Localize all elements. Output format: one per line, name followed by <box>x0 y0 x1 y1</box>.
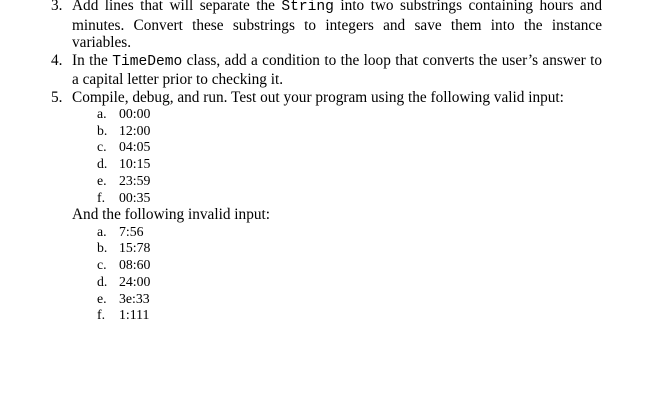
sub-letter: a. <box>97 106 107 121</box>
item-number: 5. <box>51 88 63 106</box>
sub-value: 1:111 <box>119 307 150 323</box>
valid-input-list <box>0 106 652 206</box>
invalid-input-c <box>0 257 652 274</box>
code-timedemo: TimeDemo <box>112 53 183 70</box>
sub-value: 7:56 <box>119 223 144 239</box>
sub-letter: e. <box>97 172 107 188</box>
valid-input-a <box>0 106 652 123</box>
item-number: 4. <box>51 51 63 69</box>
valid-input-b <box>0 123 652 140</box>
valid-input-c <box>0 139 652 156</box>
sub-value: 12:00 <box>119 122 151 138</box>
list-item-5 <box>0 89 602 107</box>
code-string: String <box>281 0 334 15</box>
item-text <box>72 52 602 89</box>
sub-letter: f. <box>97 307 106 323</box>
sub-value: 08:60 <box>119 257 151 273</box>
item-text: Compile, debug, and run. Test out your program using the following valid input: <box>72 88 564 106</box>
valid-input-e <box>0 173 652 190</box>
sub-value: 15:78 <box>119 240 151 256</box>
sub-letter: f. <box>97 189 106 205</box>
sub-value: 04:05 <box>119 139 151 155</box>
invalid-input-e <box>0 291 652 308</box>
invalid-input-f <box>0 307 652 324</box>
invalid-input-a <box>0 224 652 241</box>
invalid-input-d <box>0 274 652 291</box>
sub-value: 24:00 <box>119 273 151 289</box>
list-item-4 <box>0 52 602 89</box>
text-segment: Add lines that will separate the <box>72 0 282 14</box>
invalid-input-b <box>0 240 652 257</box>
text-segment: into two substrings containing hours and minutes. Convert these substrings to integers and save them into the instance variables. <box>72 0 602 51</box>
sub-letter: b. <box>97 240 108 256</box>
text-segment: In the <box>72 51 113 69</box>
sub-letter: d. <box>97 156 108 172</box>
item-number: 3. <box>51 0 63 14</box>
list-item-3 <box>0 0 602 52</box>
sub-value: 00:35 <box>119 189 151 205</box>
sub-letter: b. <box>97 122 108 138</box>
sub-value: 3e:33 <box>119 290 150 306</box>
invalid-input-intro: And the following invalid input: <box>72 206 270 224</box>
valid-input-d <box>0 156 652 173</box>
sub-value: 23:59 <box>119 172 151 188</box>
sub-letter: c. <box>97 257 107 273</box>
sub-value: 10:15 <box>119 156 151 172</box>
sub-letter: e. <box>97 290 107 306</box>
sub-letter: a. <box>97 223 107 239</box>
sub-value: 00:00 <box>119 106 151 121</box>
text-segment: class, add a condition to the loop that converts the user’s answer to a capital letter prior to checking it. <box>72 51 602 88</box>
invalid-input-list <box>0 224 652 324</box>
sub-letter: c. <box>97 139 107 155</box>
item-text <box>72 0 602 52</box>
sub-letter: d. <box>97 273 108 289</box>
valid-input-f <box>0 190 652 207</box>
